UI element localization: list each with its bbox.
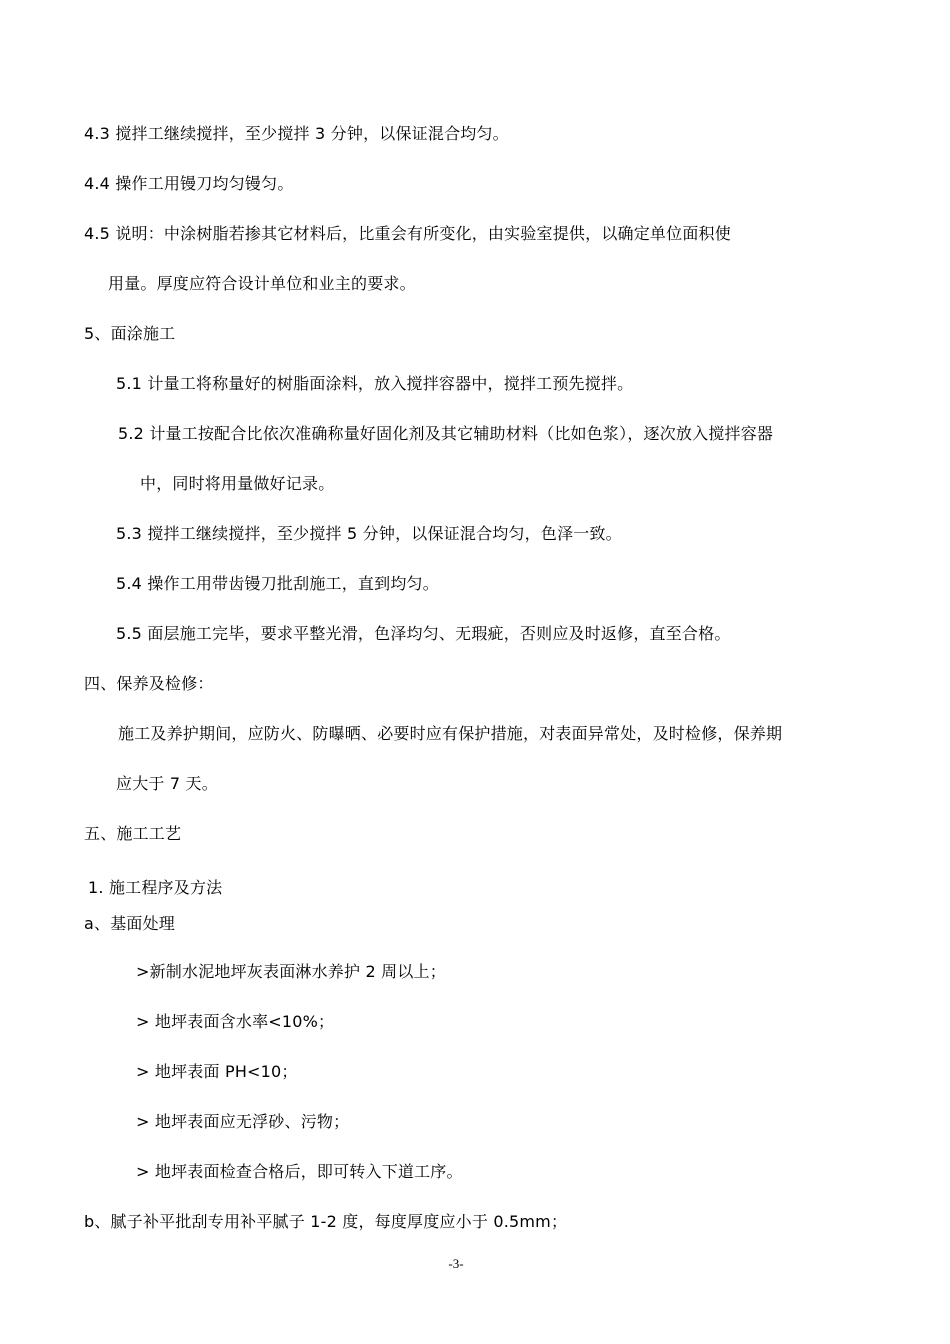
text-line-5-4: 5.4 操作工用带齿镘刀批刮施工，直到均匀。	[116, 574, 439, 593]
heading-five: 五、施工工艺	[84, 824, 182, 843]
bullet-moisture: > 地坪表面含水率<10%；	[136, 1012, 335, 1031]
bullet-curing: >新制水泥地坪灰表面淋水养护 2 周以上；	[136, 962, 446, 981]
text-line-5-2-cont: 中，同时将用量做好记录。	[140, 474, 335, 493]
heading-four: 四、保养及检修：	[84, 674, 214, 693]
bullet-ph: > 地坪表面 PH<10；	[136, 1062, 298, 1081]
text-line-4-4: 4.4 操作工用镘刀均匀镘匀。	[84, 174, 294, 193]
text-maintenance: 施工及养护期间，应防火、防曝晒、必要时应有保护措施，对表面异常处，及时检修，保养期	[118, 724, 783, 743]
text-line-5-3: 5.3 搅拌工继续搅拌，至少搅拌 5 分钟，以保证混合均匀，色泽一致。	[116, 524, 622, 543]
text-line-5-2: 5.2 计量工按配合比依次准确称量好固化剂及其它辅助材料（比如色浆），逐次放入搅拌容器	[118, 424, 774, 443]
text-line-5-1: 5.1 计量工将称量好的树脂面涂料，放入搅拌容器中，搅拌工预先搅拌。	[116, 374, 634, 393]
bullet-inspection: > 地坪表面检查合格后，即可转入下道工序。	[136, 1162, 463, 1181]
heading-base-treatment: a、基面处理	[84, 914, 176, 933]
page-number: -3-	[448, 1256, 464, 1271]
heading-procedure: 1. 施工程序及方法	[88, 878, 223, 897]
text-line-4-5-cont: 用量。厚度应符合设计单位和业主的要求。	[108, 274, 416, 293]
text-line-4-5: 4.5 说明：中涂树脂若掺其它材料后，比重会有所变化，由实验室提供，以确定单位面积使	[84, 224, 731, 243]
bullet-clean: > 地坪表面应无浮砂、污物；	[136, 1112, 350, 1131]
heading-5: 5、面涂施工	[84, 324, 176, 343]
text-line-5-5: 5.5 面层施工完毕，要求平整光滑，色泽均匀、无瑕疵，否则应及时返修，直至合格。	[116, 624, 731, 643]
text-putty: b、腻子补平批刮专用补平腻子 1-2 度，每度厚度应小于 0.5mm；	[84, 1212, 568, 1231]
text-maintenance-cont: 应大于 7 天。	[116, 774, 218, 793]
text-line-4-3: 4.3 搅拌工继续搅拌，至少搅拌 3 分钟，以保证混合均匀。	[84, 124, 509, 143]
